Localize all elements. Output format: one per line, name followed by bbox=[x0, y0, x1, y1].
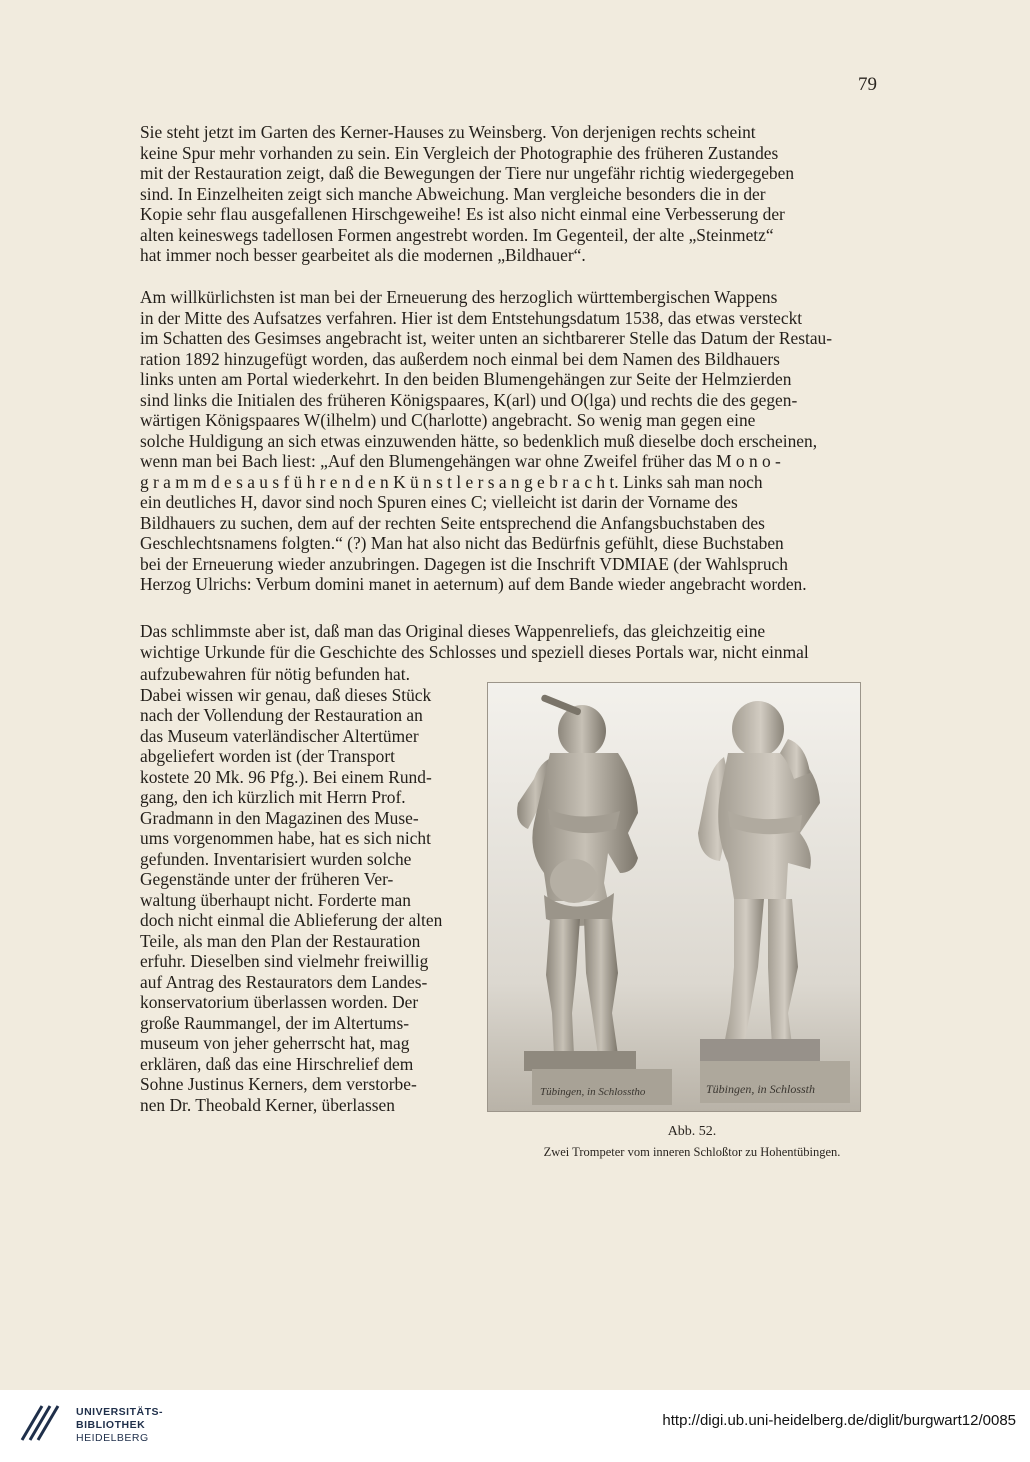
permalink-url[interactable]: http://digi.ub.uni-heidelberg.de/diglit/burgwart12/0085 bbox=[662, 1412, 1016, 1429]
logo-text-line2: BIBLIOTHEK bbox=[76, 1419, 146, 1431]
library-logo bbox=[16, 1400, 216, 1450]
paragraph-1: Sie steht jetzt im Garten des Kerner-Hauses zu Weinsberg. Von derjenigen rechts scheint keine Spur mehr vorhanden zu sein. Ein Vergleich der Photographie des früheren Zustandes mit der Restauration zeigt, daß die Bewegungen der Tiere nur ungefähr richtig wiedergegeben sind. In Einzelheiten zeigt sich manche Abweichung. Man vergleiche besonders die in der Kopie sehr flau ausgefallenen Hirschgeweihe! Es ist also nicht einmal eine Verbesserung der alten keineswegs tadellosen Formen angestrebt worden. Im Gegenteil, der alte „Steinmetz“ hat immer noch besser gearbeitet als die modernen „Bildhauer“. bbox=[140, 122, 795, 265]
paragraph-column: aufzubewahren für nötig befunden hat. Dabei wissen wir genau, daß dieses Stück nach der Vollendung der Restauration an das Museum vaterländischer Altertümer abgeliefert worden ist (der Transport kostete 20 Mk. 96 Pfg.). Bei einem Rund- gang, den ich kürzlich mit Herrn Prof. Gradmann in den Magazinen des Muse- ums vorgenommen habe, hat es sich nicht gefunden. Inventarisiert wurden solche Gegenstände unter der früheren Ver- waltung überhaupt nicht. Forderte man doch nicht einmal die Ablieferung der alten Teile, als man den Plan der Restauration erfuhr. Dieselben sind vielmehr freiwillig auf Antrag des Restaurators dem Landes- konservatorium überlassen worden. Der große Raummangel, der im Altertums- museum von jeher geherrscht hat, mag erklären, daß das eine Hirschrelief dem Sohne Justinus Kerners, dem verstorbe- nen Dr. Theobald Kerner, überlassen bbox=[140, 664, 443, 1115]
logo-text-line1: UNIVERSITÄTS- bbox=[76, 1406, 164, 1418]
figure-trumpeter-statues bbox=[487, 682, 861, 1112]
figure-number: Abb. 52. bbox=[667, 1124, 717, 1139]
page-number: 79 bbox=[858, 74, 877, 95]
label-right: Tübingen, in Schlossth bbox=[706, 1082, 816, 1096]
logo-text-line3: HEIDELBERG bbox=[76, 1432, 149, 1444]
paragraph-2: Am willkürlichsten ist man bei der Erneuerung des herzoglich württembergischen Wappens in der Mitte des Aufsatzes verfahren. Hier ist dem Entstehungsdatum 1538, das etwas versteckt im Schatten des Gesimses angebracht ist, weiter unten an sichtbarerer Stelle das Datum der Restau- ration 1892 hinzugefügt worden, das außerdem noch einmal bei dem Namen des Bildhauers links unten am Portal wiederkehrt. In den beiden Blumengehängen zur Seite der Helmzierden sind links die Initialen des früheren Königspaares, K(arl) und O(lga) und rechts die des gegen- wärtigen Königspaares W(ilhelm) und C(harlotte) angebracht. So wenig man gegen eine solche Huldigung an sich etwas einzuwenden hätte, so bedenklich muß dieselbe doch erscheinen, wenn man bei Bach liest: „Auf den Blumengehängen war ohne Zweifel früher das M o n o - g r a m m d e s a u s f ü h r e n d e n K ü n s t l e r s a n g e b r a c h t. Links sah man noch ein deutliches H, davor sind noch Spuren eines C; vielleicht ist darin der Vorname des Bildhauers zu suchen, dem auf der rechten Seite entsprechend die Anfangsbuchstaben des Geschlechtsnamens folgten.“ (?) Man hat also nicht das Bedürfnis gefühlt, diese Buchstaben bei der Erneuerung wieder anzubringen. Dagegen ist die Inschrift VDMIAE (der Wahlspruch Herzog Ulrichs: Verbum domini manet in aeternum) auf dem Bande wieder angebracht worden. bbox=[140, 287, 833, 594]
label-left: Tübingen, in Schlosstho bbox=[540, 1086, 646, 1098]
paragraph-3: Das schlimmste aber ist, daß man das Original dieses Wappenreliefs, das gleichzeitig eine wichtige Urkunde für die Geschichte des Schlosses und speziell dieses Portals war, nicht einmal bbox=[140, 621, 809, 662]
trumpeter-photo bbox=[488, 683, 860, 1111]
library-emblem-icon bbox=[16, 1400, 62, 1446]
figure-caption: Zwei Trompeter vom inneren Schloßtor zu Hohentübingen. bbox=[543, 1145, 841, 1159]
